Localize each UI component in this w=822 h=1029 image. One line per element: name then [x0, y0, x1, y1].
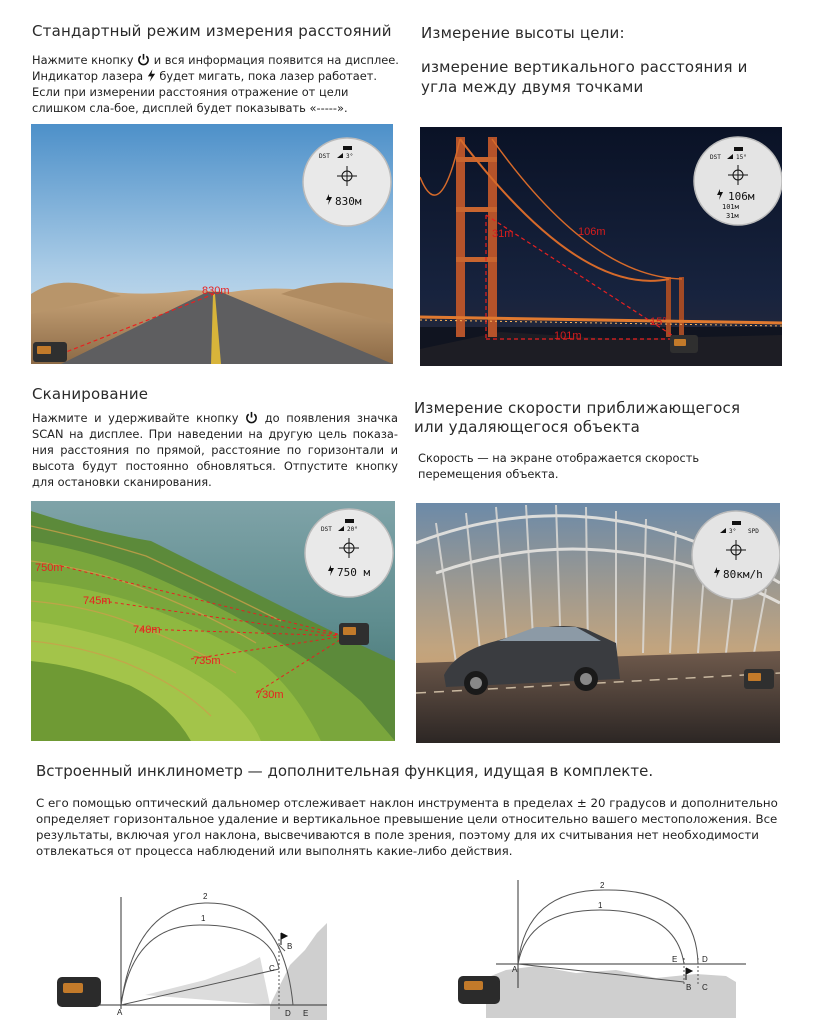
vf-scan-distance: 750 м: [337, 566, 371, 579]
standard-description: [32, 52, 404, 116]
diagram1-label-a: A: [117, 1008, 123, 1017]
section-title-height: Измерение высоты цели:: [421, 24, 625, 42]
vf-speed-value: 80км/h: [723, 568, 763, 581]
speed-title-1: Измерение скорости приближающегося: [414, 399, 741, 417]
photo-car-tunnel: [416, 503, 780, 743]
photo-desert-road: [31, 124, 393, 364]
label-735m: 735m: [193, 655, 221, 667]
vf-height-mode: DST: [710, 154, 721, 161]
scan-description: [32, 410, 398, 490]
label-750m: 750m: [35, 562, 63, 574]
diagram1-label-c: C: [269, 964, 275, 973]
inclinometer-diagram-1: [55, 885, 335, 1020]
scan-text-2: до появления значка SCAN на дисплее. При наведении на другую цель показа-ния расстояния по прямой, расстояние по горизонтали и высота будут постоянно обновляться. Отпустите кнопку: [32, 411, 399, 473]
diagram2-label-d: D: [702, 955, 708, 964]
laser-bolt-icon: [147, 69, 156, 82]
standard-text-1: Нажмите кнопку: [32, 53, 134, 67]
diagram2-label-2: 2: [600, 881, 605, 890]
diagram2-label-e: E: [672, 955, 678, 964]
section-title-standard: Стандартный режим измерения расстояний: [32, 22, 392, 40]
section-title-inclinometer: Встроенный инклинометр — дополнительная функция, идущая в комплекте.: [36, 762, 654, 780]
label-830m: 830m: [202, 285, 230, 297]
vf-scan-mode: DST: [321, 526, 332, 533]
diagram1-label-1: 1: [201, 914, 206, 923]
height-subtitle-1: измерение вертикального расстояния и: [421, 58, 748, 76]
inclinometer-diagram-2: [456, 878, 756, 1018]
diagram2-label-1: 1: [598, 901, 603, 910]
diagram2-label-b: B: [686, 983, 692, 992]
vf-height-horizontal: 101м: [722, 203, 739, 211]
label-15deg: 15°: [650, 316, 667, 328]
label-31m: 31m: [492, 228, 514, 240]
standard-text-3: Индикатор лазера: [32, 69, 144, 83]
vf-speed-mode: SPD: [748, 528, 759, 535]
diagram1-label-b: B: [287, 942, 293, 951]
vf-scan-angle: 20°: [347, 526, 358, 533]
vf-height-angle: 15°: [736, 154, 747, 161]
diagram2-label-c: C: [702, 983, 708, 992]
diagram1-label-d: D: [285, 1009, 291, 1018]
photo-golden-gate: [420, 127, 782, 366]
label-106m: 106m: [578, 226, 606, 238]
label-740m: 740m: [133, 624, 161, 636]
standard-text-2: и вся информация появится на дисплее.: [153, 53, 399, 67]
label-745m: 745m: [83, 595, 111, 607]
vf-mode: DST: [319, 153, 330, 160]
standard-text-4: будет мигать, пока лазер работает. Если при измерении расстояния отражение от цели слишком сла-бое, дисплей будет показывать «-----».: [32, 69, 377, 115]
height-subtitle-2: угла между двумя точками: [421, 78, 644, 96]
vf-height-distance: 106м: [728, 190, 755, 203]
diagram2-label-a: A: [512, 965, 518, 974]
vf-speed-angle: 3°: [729, 528, 737, 535]
diagram1-label-2: 2: [203, 892, 208, 901]
power-icon: [245, 411, 258, 424]
power-icon: [137, 53, 150, 66]
label-101m: 101m: [554, 330, 582, 342]
vf-angle: 3°: [346, 153, 354, 160]
inclinometer-description: С его помощью оптический дальномер отслеживает наклон инструмента в пределах ± 20 градусов и дополнительно определяет горизонтальное удаление и вертикальное превышение цели относительно вашего местоположения. Все результаты, включая угол наклона, высвечиваются в поле зрения, поэтому для их считывания нет необходимости отвлекаться от процесса наблюдений или выполнять какие-либо действия.: [36, 796, 778, 858]
vf-height-vertical: 31м: [726, 212, 739, 220]
section-title-scan: Сканирование: [32, 385, 149, 403]
vf-distance: 830м: [335, 195, 362, 208]
label-730m: 730m: [256, 689, 284, 701]
speed-title-2: или удаляющегося объекта: [414, 418, 641, 436]
photo-rice-terraces: [31, 501, 395, 741]
scan-text-3: для остановки сканирования.: [32, 475, 212, 489]
scan-text-1: Нажмите и удерживайте кнопку: [32, 411, 239, 425]
speed-description: Скорость — на экране отображается скорость перемещения объекта.: [418, 451, 700, 481]
diagram1-label-e: E: [303, 1009, 309, 1018]
